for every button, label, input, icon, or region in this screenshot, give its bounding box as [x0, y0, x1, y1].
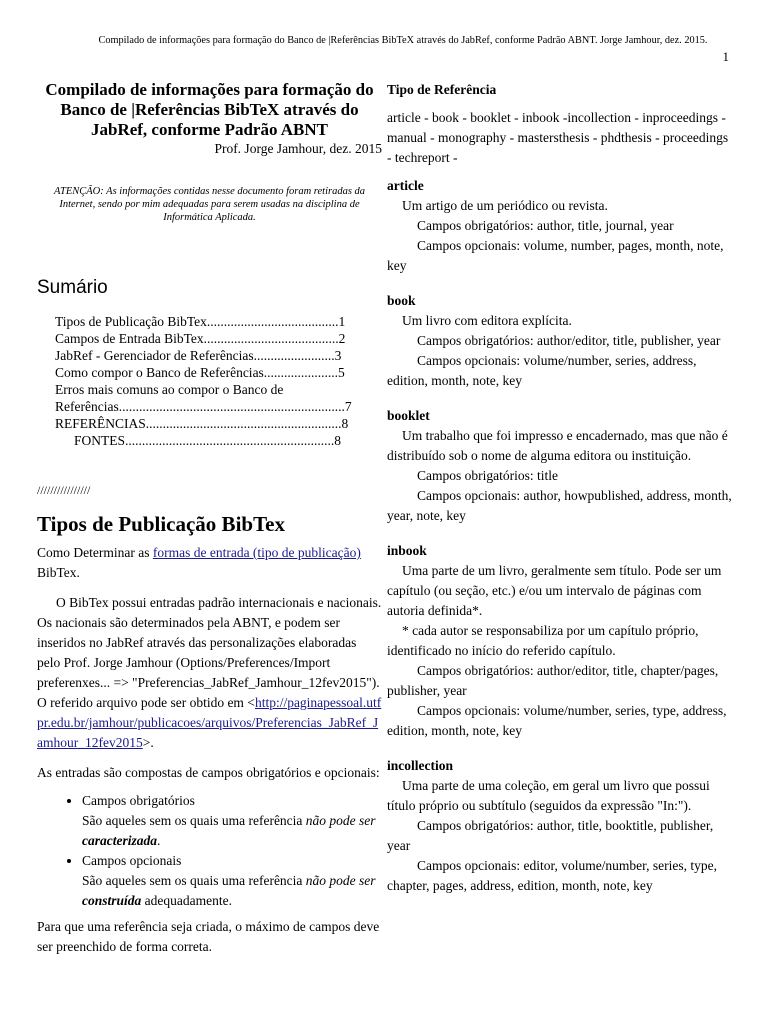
- publication-types-link[interactable]: formas de entrada (tipo de publicação): [152, 545, 361, 560]
- preferences-file-link[interactable]: http://paginapessoal.utfpr.edu.br/jamhour/publicacoes/arquivos/Preferencias_JabRef_Jamhour_12fev2015: [37, 695, 382, 750]
- entry-incollection: [387, 756, 735, 896]
- entry-required-fields: Campos obrigatórios: title: [417, 468, 558, 483]
- entry-description: Uma parte de uma coleção, em geral um livro que possui título próprio ou subtítulo (seguidos da expressão "In:").: [387, 778, 710, 813]
- entry-optional-fields: Campos opcionais: volume/number, series, address, edition, month, note, key: [387, 353, 697, 388]
- entry-booklet: [387, 406, 735, 526]
- author-line: Prof. Jorge Jamhour, dez. 2015: [214, 141, 382, 156]
- entry-name: incollection: [387, 758, 453, 773]
- toc-item-referencias[interactable]: REFERÊNCIAS..........................................................8: [55, 416, 349, 431]
- entry-name: article: [387, 178, 424, 193]
- summary-heading: Sumário: [37, 277, 108, 298]
- page-number: 1: [722, 49, 729, 64]
- list-item: [82, 791, 382, 851]
- bullet-text-plain: São aqueles sem os quais uma referência: [82, 813, 306, 828]
- toc-item-fontes[interactable]: FONTES..............................................................8: [74, 433, 342, 448]
- toc-item-jabref[interactable]: JabRef - Gerenciador de Referências........................3: [55, 348, 342, 363]
- entry-required-fields: Campos obrigatórios: author, title, journal, year: [417, 218, 674, 233]
- intro-text-end: BibTex.: [37, 565, 80, 580]
- entry-description: Um trabalho que foi impresso e encadernado, mas que não é distribuído sob o nome de alguma editora ou instituição.: [387, 428, 728, 463]
- left-column: [37, 80, 382, 957]
- final-paragraph: Para que uma referência seja criada, o máximo de campos deve ser preenchido de forma correta.: [37, 919, 380, 954]
- toc-item-tipos[interactable]: Tipos de Publicação BibTex.......................................1: [55, 314, 346, 329]
- bullet-text-strong: [82, 893, 141, 908]
- reference-types-list: article - book - booklet - inbook -incollection - inproceedings - manual - monography - mastersthesis - phdthesis - proceedings - techreport -: [387, 110, 729, 165]
- list-item: [82, 851, 382, 911]
- bullet-text-em: não pode ser: [305, 813, 376, 828]
- entry-name: book: [387, 293, 416, 308]
- intro-text: Como Determinar as: [37, 545, 153, 560]
- bullet-text-end: adequadamente.: [141, 893, 232, 908]
- entry-name: inbook: [387, 543, 427, 558]
- entry-optional-fields: Campos opcionais: volume, number, pages, month, note, key: [387, 238, 724, 273]
- intro-paragraph: [37, 543, 382, 583]
- separator-slashes: ////////////////: [37, 483, 91, 497]
- bullet-text-strong-em: caracterizada: [82, 833, 157, 848]
- bullet-text-strong: [82, 833, 157, 848]
- entry-required-fields: Campos obrigatórios: author, title, booktitle, publisher, year: [387, 818, 714, 853]
- entry-description: Um livro com editora explícita.: [402, 313, 572, 328]
- bullet-text-end: .: [157, 833, 161, 848]
- bullet-text: [82, 811, 382, 851]
- notice: ATENÇÃO: As informações contidas nesse documento foram retiradas da Internet, sendo por mim adequadas para serem usadas na disciplina de Informática Aplicada.: [53, 186, 366, 223]
- entry-optional-fields: Campos opcionais: editor, volume/number, series, type, chapter, pages, address, edition, month, note, key: [387, 858, 717, 893]
- abnt-text: O BibTex possui entradas padrão internacionais e nacionais. Os nacionais são determinados pela ABNT, e podem ser inseridos no JabRef através das personalizações elaboradas pelo Prof. Jorge Jamhour (Options/Preferences/Import preferenxes... => "Preferencias_JabRef_Jamhour_12fev2015"). O referido arquivo pode ser obtido em <: [37, 595, 382, 710]
- entry-required-fields: Campos obrigatórios: author/editor, title, chapter/pages, publisher, year: [387, 663, 719, 698]
- right-column: [387, 80, 735, 911]
- section-heading: Tipos de Publicação BibTex: [37, 512, 285, 536]
- reference-types-heading: Tipo de Referência: [387, 82, 497, 97]
- bullet-text-plain: São aqueles sem os quais uma referência: [82, 873, 306, 888]
- bullet-text-strong-em: construída: [82, 893, 142, 908]
- fields-paragraph: As entradas são compostas de campos obrigatórios e opcionais:: [37, 765, 380, 780]
- entry-optional-fields: Campos opcionais: volume/number, series, type, address, edition, month, note, key: [387, 703, 727, 738]
- entry-note: * cada autor se responsabiliza por um capítulo próprio, identificado no início do referido capítulo.: [387, 623, 699, 658]
- entry-description: Uma parte de um livro, geralmente sem título. Pode ser um capítulo (ou seção, etc.) e/ou um intervalo de páginas com autoria definida*.: [387, 563, 722, 618]
- bullet-text-em: não pode ser: [305, 873, 376, 888]
- entry-description: Um artigo de um periódico ou revista.: [402, 198, 608, 213]
- running-header: Compilado de informações para formação do Banco de |Referências BibTeX através do JabRef, conforme Padrão ABNT. Jorge Jamhour, dez. 2015.: [98, 35, 708, 46]
- entry-name: booklet: [387, 408, 430, 423]
- entry-article: [387, 176, 735, 276]
- field-types-list: [37, 791, 382, 911]
- entry-optional-fields: Campos opcionais: author, howpublished, address, month, year, note, key: [387, 488, 732, 523]
- abnt-text-end: >.: [142, 735, 154, 750]
- table-of-contents: [37, 313, 382, 449]
- bullet-title: • Campos obrigatórios: [82, 793, 195, 808]
- toc-item-campos[interactable]: Campos de Entrada BibTex........................................2: [55, 331, 346, 346]
- bullet-title: • Campos opcionais: [82, 853, 182, 868]
- toc-item-erros[interactable]: Erros mais comuns ao compor o Banco de Referências...................................................................7: [55, 382, 352, 414]
- abnt-paragraph: [37, 593, 382, 753]
- entry-inbook: [387, 541, 735, 741]
- entry-required-fields: Campos obrigatórios: author/editor, title, publisher, year: [417, 333, 721, 348]
- entry-book: [387, 291, 735, 391]
- toc-item-compor[interactable]: Como compor o Banco de Referências......................5: [55, 365, 345, 380]
- bullet-text: [82, 871, 382, 911]
- document-title: Compilado de informações para formação do Banco de |Referências BibTeX através do JabRef, conforme Padrão ABNT: [45, 80, 374, 139]
